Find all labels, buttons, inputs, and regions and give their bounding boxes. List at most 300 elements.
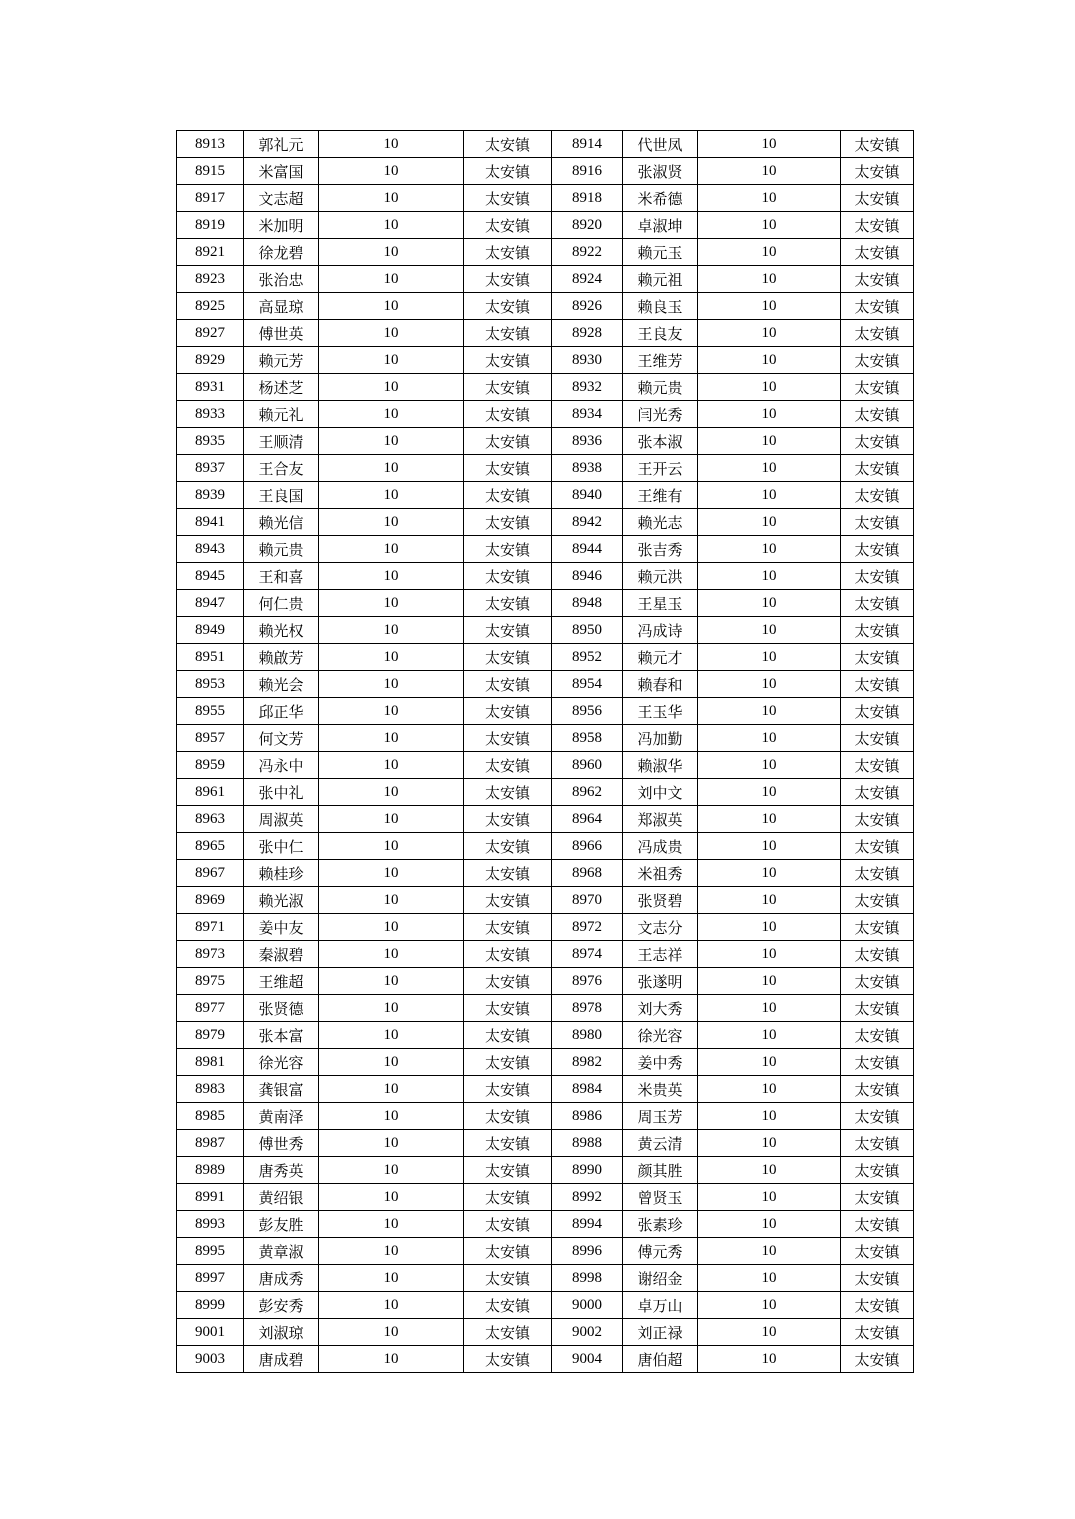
name-cell: 赖啟芳 (244, 644, 319, 671)
id-cell: 8954 (552, 671, 623, 698)
town-cell: 太安镇 (464, 644, 552, 671)
id-cell: 8944 (552, 536, 623, 563)
town-cell: 太安镇 (841, 1157, 914, 1184)
value-cell: 10 (319, 347, 464, 374)
id-cell: 8934 (552, 401, 623, 428)
value-cell: 10 (698, 1103, 841, 1130)
value-cell: 10 (319, 563, 464, 590)
name-cell: 代世凤 (623, 131, 698, 158)
town-cell: 太安镇 (841, 1238, 914, 1265)
id-cell: 8914 (552, 131, 623, 158)
id-cell: 8924 (552, 266, 623, 293)
table-row (177, 590, 914, 617)
name-cell: 赖光权 (244, 617, 319, 644)
id-cell: 8963 (177, 806, 244, 833)
id-cell: 8913 (177, 131, 244, 158)
value-cell: 10 (319, 320, 464, 347)
town-cell: 太安镇 (464, 671, 552, 698)
id-cell: 8941 (177, 509, 244, 536)
name-cell: 黄章淑 (244, 1238, 319, 1265)
id-cell: 8960 (552, 752, 623, 779)
town-cell: 太安镇 (841, 941, 914, 968)
value-cell: 10 (319, 131, 464, 158)
name-cell: 赖元芳 (244, 347, 319, 374)
name-cell: 王维芳 (623, 347, 698, 374)
value-cell: 10 (319, 428, 464, 455)
id-cell: 9001 (177, 1319, 244, 1346)
table-row (177, 995, 914, 1022)
town-cell: 太安镇 (841, 833, 914, 860)
value-cell: 10 (319, 1157, 464, 1184)
id-cell: 8996 (552, 1238, 623, 1265)
name-cell: 冯成贵 (623, 833, 698, 860)
table-row (177, 1238, 914, 1265)
value-cell: 10 (698, 131, 841, 158)
name-cell: 黄绍银 (244, 1184, 319, 1211)
value-cell: 10 (319, 1292, 464, 1319)
town-cell: 太安镇 (464, 1346, 552, 1373)
id-cell: 8957 (177, 725, 244, 752)
town-cell: 太安镇 (841, 131, 914, 158)
table-row (177, 401, 914, 428)
id-cell: 8991 (177, 1184, 244, 1211)
town-cell: 太安镇 (841, 671, 914, 698)
town-cell: 太安镇 (841, 428, 914, 455)
id-cell: 8998 (552, 1265, 623, 1292)
name-cell: 赖光信 (244, 509, 319, 536)
name-cell: 唐伯超 (623, 1346, 698, 1373)
value-cell: 10 (698, 698, 841, 725)
id-cell: 8980 (552, 1022, 623, 1049)
value-cell: 10 (698, 1265, 841, 1292)
name-cell: 张本淑 (623, 428, 698, 455)
town-cell: 太安镇 (841, 1022, 914, 1049)
id-cell: 8966 (552, 833, 623, 860)
id-cell: 8949 (177, 617, 244, 644)
name-cell: 赖元洪 (623, 563, 698, 590)
id-cell: 8916 (552, 158, 623, 185)
id-cell: 8967 (177, 860, 244, 887)
town-cell: 太安镇 (464, 968, 552, 995)
id-cell: 8921 (177, 239, 244, 266)
id-cell: 8953 (177, 671, 244, 698)
value-cell: 10 (319, 158, 464, 185)
id-cell: 9002 (552, 1319, 623, 1346)
name-cell: 卓淑坤 (623, 212, 698, 239)
town-cell: 太安镇 (464, 563, 552, 590)
id-cell: 8915 (177, 158, 244, 185)
value-cell: 10 (319, 914, 464, 941)
town-cell: 太安镇 (841, 914, 914, 941)
town-cell: 太安镇 (464, 1157, 552, 1184)
value-cell: 10 (319, 779, 464, 806)
table-row (177, 752, 914, 779)
id-cell: 8928 (552, 320, 623, 347)
town-cell: 太安镇 (464, 1130, 552, 1157)
name-cell: 冯加勤 (623, 725, 698, 752)
town-cell: 太安镇 (841, 1103, 914, 1130)
id-cell: 8925 (177, 293, 244, 320)
name-cell: 谢绍金 (623, 1265, 698, 1292)
id-cell: 8919 (177, 212, 244, 239)
name-cell: 何文芳 (244, 725, 319, 752)
id-cell: 8929 (177, 347, 244, 374)
name-cell: 张贤德 (244, 995, 319, 1022)
town-cell: 太安镇 (841, 1346, 914, 1373)
table-row (177, 1184, 914, 1211)
table-row (177, 1076, 914, 1103)
table-row (177, 698, 914, 725)
value-cell: 10 (319, 293, 464, 320)
value-cell: 10 (319, 1022, 464, 1049)
id-cell: 8937 (177, 455, 244, 482)
town-cell: 太安镇 (464, 131, 552, 158)
table-row (177, 1022, 914, 1049)
id-cell: 8969 (177, 887, 244, 914)
name-cell: 王合友 (244, 455, 319, 482)
name-cell: 张中礼 (244, 779, 319, 806)
name-cell: 姜中秀 (623, 1049, 698, 1076)
id-cell: 8920 (552, 212, 623, 239)
town-cell: 太安镇 (464, 293, 552, 320)
town-cell: 太安镇 (841, 1292, 914, 1319)
value-cell: 10 (319, 671, 464, 698)
value-cell: 10 (319, 266, 464, 293)
value-cell: 10 (698, 941, 841, 968)
town-cell: 太安镇 (464, 833, 552, 860)
town-cell: 太安镇 (464, 752, 552, 779)
value-cell: 10 (319, 1346, 464, 1373)
name-cell: 彭友胜 (244, 1211, 319, 1238)
id-cell: 8993 (177, 1211, 244, 1238)
value-cell: 10 (319, 1049, 464, 1076)
value-cell: 10 (698, 968, 841, 995)
table-row (177, 455, 914, 482)
value-cell: 10 (319, 725, 464, 752)
id-cell: 8970 (552, 887, 623, 914)
id-cell: 8982 (552, 1049, 623, 1076)
name-cell: 刘大秀 (623, 995, 698, 1022)
town-cell: 太安镇 (464, 590, 552, 617)
id-cell: 8917 (177, 185, 244, 212)
table-row (177, 779, 914, 806)
name-cell: 秦淑碧 (244, 941, 319, 968)
name-cell: 王顺清 (244, 428, 319, 455)
id-cell: 8987 (177, 1130, 244, 1157)
id-cell: 8933 (177, 401, 244, 428)
name-cell: 赖元贵 (244, 536, 319, 563)
town-cell: 太安镇 (841, 185, 914, 212)
value-cell: 10 (319, 1103, 464, 1130)
name-cell: 高显琼 (244, 293, 319, 320)
id-cell: 8959 (177, 752, 244, 779)
id-cell: 8989 (177, 1157, 244, 1184)
table-row (177, 266, 914, 293)
value-cell: 10 (319, 590, 464, 617)
table-row (177, 671, 914, 698)
value-cell: 10 (698, 1157, 841, 1184)
id-cell: 8956 (552, 698, 623, 725)
name-cell: 傅世秀 (244, 1130, 319, 1157)
table-row (177, 1103, 914, 1130)
value-cell: 10 (319, 1184, 464, 1211)
value-cell: 10 (319, 806, 464, 833)
table-row (177, 887, 914, 914)
value-cell: 10 (319, 887, 464, 914)
id-cell: 8972 (552, 914, 623, 941)
value-cell: 10 (698, 1184, 841, 1211)
name-cell: 赖淑华 (623, 752, 698, 779)
name-cell: 曾贤玉 (623, 1184, 698, 1211)
id-cell: 8971 (177, 914, 244, 941)
value-cell: 10 (698, 644, 841, 671)
table-row (177, 1292, 914, 1319)
table-row (177, 1157, 914, 1184)
value-cell: 10 (698, 860, 841, 887)
id-cell: 8975 (177, 968, 244, 995)
name-cell: 张吉秀 (623, 536, 698, 563)
value-cell: 10 (698, 590, 841, 617)
town-cell: 太安镇 (464, 320, 552, 347)
table-row (177, 212, 914, 239)
town-cell: 太安镇 (841, 644, 914, 671)
town-cell: 太安镇 (841, 1049, 914, 1076)
value-cell: 10 (319, 239, 464, 266)
value-cell: 10 (319, 1238, 464, 1265)
town-cell: 太安镇 (841, 536, 914, 563)
id-cell: 8951 (177, 644, 244, 671)
id-cell: 8947 (177, 590, 244, 617)
id-cell: 8992 (552, 1184, 623, 1211)
name-cell: 赖元贵 (623, 374, 698, 401)
value-cell: 10 (698, 833, 841, 860)
value-cell: 10 (698, 1022, 841, 1049)
town-cell: 太安镇 (841, 455, 914, 482)
id-cell: 8938 (552, 455, 623, 482)
name-cell: 张贤碧 (623, 887, 698, 914)
id-cell: 8940 (552, 482, 623, 509)
name-cell: 赖桂珍 (244, 860, 319, 887)
name-cell: 米富国 (244, 158, 319, 185)
id-cell: 8964 (552, 806, 623, 833)
value-cell: 10 (698, 914, 841, 941)
name-cell: 杨述芝 (244, 374, 319, 401)
value-cell: 10 (698, 1130, 841, 1157)
id-cell: 9003 (177, 1346, 244, 1373)
town-cell: 太安镇 (464, 1238, 552, 1265)
name-cell: 徐光容 (244, 1049, 319, 1076)
name-cell: 赖元玉 (623, 239, 698, 266)
town-cell: 太安镇 (841, 1130, 914, 1157)
id-cell: 8958 (552, 725, 623, 752)
town-cell: 太安镇 (464, 1049, 552, 1076)
table-row (177, 185, 914, 212)
town-cell: 太安镇 (464, 455, 552, 482)
table-row (177, 968, 914, 995)
value-cell: 10 (698, 347, 841, 374)
town-cell: 太安镇 (841, 887, 914, 914)
town-cell: 太安镇 (841, 590, 914, 617)
value-cell: 10 (698, 887, 841, 914)
id-cell: 8990 (552, 1157, 623, 1184)
name-cell: 王和喜 (244, 563, 319, 590)
table-row (177, 1130, 914, 1157)
town-cell: 太安镇 (464, 401, 552, 428)
town-cell: 太安镇 (464, 725, 552, 752)
id-cell: 8965 (177, 833, 244, 860)
town-cell: 太安镇 (464, 1103, 552, 1130)
town-cell: 太安镇 (841, 266, 914, 293)
name-cell: 徐龙碧 (244, 239, 319, 266)
value-cell: 10 (319, 509, 464, 536)
table-row (177, 509, 914, 536)
name-cell: 张治忠 (244, 266, 319, 293)
value-cell: 10 (698, 1319, 841, 1346)
town-cell: 太安镇 (464, 1211, 552, 1238)
value-cell: 10 (319, 941, 464, 968)
town-cell: 太安镇 (464, 806, 552, 833)
name-cell: 王玉华 (623, 698, 698, 725)
value-cell: 10 (319, 455, 464, 482)
value-cell: 10 (698, 752, 841, 779)
name-cell: 何仁贵 (244, 590, 319, 617)
name-cell: 王维超 (244, 968, 319, 995)
table-row (177, 374, 914, 401)
value-cell: 10 (319, 1130, 464, 1157)
value-cell: 10 (698, 617, 841, 644)
id-cell: 8922 (552, 239, 623, 266)
id-cell: 8961 (177, 779, 244, 806)
town-cell: 太安镇 (464, 617, 552, 644)
town-cell: 太安镇 (464, 185, 552, 212)
table-row (177, 833, 914, 860)
town-cell: 太安镇 (841, 401, 914, 428)
table-row (177, 806, 914, 833)
name-cell: 黄云清 (623, 1130, 698, 1157)
name-cell: 赖元才 (623, 644, 698, 671)
name-cell: 傅元秀 (623, 1238, 698, 1265)
id-cell: 8997 (177, 1265, 244, 1292)
name-cell: 赖光淑 (244, 887, 319, 914)
name-cell: 唐成秀 (244, 1265, 319, 1292)
town-cell: 太安镇 (841, 158, 914, 185)
name-cell: 唐成碧 (244, 1346, 319, 1373)
id-cell: 8918 (552, 185, 623, 212)
town-cell: 太安镇 (841, 374, 914, 401)
name-cell: 张素珍 (623, 1211, 698, 1238)
value-cell: 10 (698, 779, 841, 806)
name-cell: 文志分 (623, 914, 698, 941)
id-cell: 8986 (552, 1103, 623, 1130)
name-cell: 王星玉 (623, 590, 698, 617)
value-cell: 10 (319, 401, 464, 428)
town-cell: 太安镇 (841, 1211, 914, 1238)
table-row (177, 1319, 914, 1346)
name-cell: 米希德 (623, 185, 698, 212)
id-cell: 8994 (552, 1211, 623, 1238)
name-list-table (176, 130, 914, 1373)
town-cell: 太安镇 (464, 995, 552, 1022)
id-cell: 8950 (552, 617, 623, 644)
value-cell: 10 (698, 536, 841, 563)
town-cell: 太安镇 (464, 941, 552, 968)
value-cell: 10 (698, 266, 841, 293)
town-cell: 太安镇 (841, 320, 914, 347)
town-cell: 太安镇 (841, 725, 914, 752)
id-cell: 8936 (552, 428, 623, 455)
value-cell: 10 (698, 401, 841, 428)
id-cell: 8973 (177, 941, 244, 968)
name-cell: 龚银富 (244, 1076, 319, 1103)
value-cell: 10 (698, 563, 841, 590)
name-cell: 文志超 (244, 185, 319, 212)
id-cell: 8942 (552, 509, 623, 536)
name-cell: 赖良玉 (623, 293, 698, 320)
name-cell: 刘淑琼 (244, 1319, 319, 1346)
town-cell: 太安镇 (841, 968, 914, 995)
value-cell: 10 (698, 671, 841, 698)
name-cell: 颜其胜 (623, 1157, 698, 1184)
town-cell: 太安镇 (841, 617, 914, 644)
town-cell: 太安镇 (464, 536, 552, 563)
value-cell: 10 (698, 482, 841, 509)
town-cell: 太安镇 (464, 779, 552, 806)
table-row (177, 1346, 914, 1373)
table-row (177, 428, 914, 455)
table-row (177, 320, 914, 347)
name-cell: 赖元祖 (623, 266, 698, 293)
id-cell: 8931 (177, 374, 244, 401)
town-cell: 太安镇 (464, 239, 552, 266)
id-cell: 8983 (177, 1076, 244, 1103)
value-cell: 10 (319, 1319, 464, 1346)
table-row (177, 293, 914, 320)
value-cell: 10 (698, 158, 841, 185)
id-cell: 8974 (552, 941, 623, 968)
table-row (177, 536, 914, 563)
name-cell: 张淑贤 (623, 158, 698, 185)
value-cell: 10 (698, 1076, 841, 1103)
name-cell: 彭安秀 (244, 1292, 319, 1319)
value-cell: 10 (698, 1292, 841, 1319)
name-cell: 王维有 (623, 482, 698, 509)
id-cell: 8977 (177, 995, 244, 1022)
name-cell: 唐秀英 (244, 1157, 319, 1184)
town-cell: 太安镇 (841, 1319, 914, 1346)
id-cell: 8948 (552, 590, 623, 617)
name-cell: 邱正华 (244, 698, 319, 725)
id-cell: 8984 (552, 1076, 623, 1103)
town-cell: 太安镇 (841, 212, 914, 239)
name-cell: 刘中文 (623, 779, 698, 806)
town-cell: 太安镇 (464, 158, 552, 185)
value-cell: 10 (698, 185, 841, 212)
table-row (177, 563, 914, 590)
name-cell: 王良友 (623, 320, 698, 347)
name-cell: 米加明 (244, 212, 319, 239)
value-cell: 10 (698, 725, 841, 752)
town-cell: 太安镇 (841, 293, 914, 320)
id-cell: 8943 (177, 536, 244, 563)
value-cell: 10 (319, 536, 464, 563)
value-cell: 10 (698, 995, 841, 1022)
value-cell: 10 (319, 995, 464, 1022)
value-cell: 10 (698, 806, 841, 833)
name-cell: 张中仁 (244, 833, 319, 860)
town-cell: 太安镇 (464, 374, 552, 401)
name-cell: 周玉芳 (623, 1103, 698, 1130)
value-cell: 10 (698, 239, 841, 266)
